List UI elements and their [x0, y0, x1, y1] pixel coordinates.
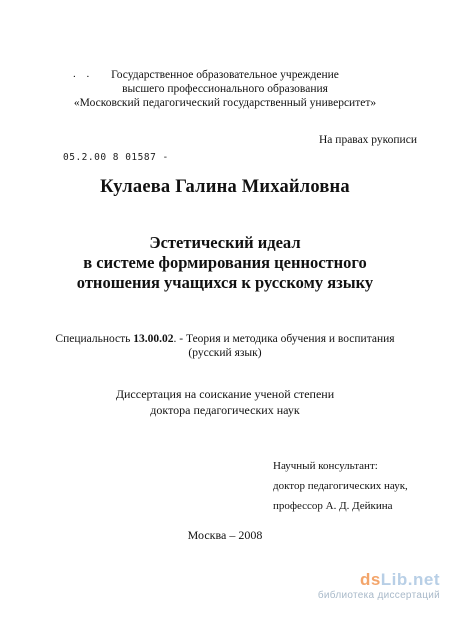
- watermark-subtitle: библиотека диссертаций: [317, 590, 440, 601]
- speciality-line-2: (русский язык): [188, 347, 262, 359]
- degree-line-1: Диссертация на соискание ученой степени: [115, 387, 335, 401]
- corner-marks: . .: [73, 68, 94, 80]
- speciality-block: [0, 332, 450, 360]
- degree-block: [0, 386, 450, 418]
- archive-number: 05.2.00 8 01587 -: [63, 152, 169, 163]
- consultant-role: Научный консультант:: [273, 460, 378, 472]
- consultant-degree: доктор педагогических наук,: [273, 480, 408, 492]
- scientific-consultant: [273, 456, 408, 516]
- speciality-line-1: [0, 332, 450, 346]
- speciality-prefix: Специальность: [55, 333, 134, 345]
- title-line-3: отношения учащихся к русскому языку: [76, 273, 374, 292]
- institution-line-2: высшего профессионального образования: [122, 83, 328, 95]
- institution-line-3: «Московский педагогический государственный университет»: [73, 97, 377, 109]
- title-line-1: Эстетический идеал: [149, 233, 301, 252]
- speciality-suffix: . - Теория и методика обучения и воспитания: [173, 333, 395, 345]
- degree-line-2: доктора педагогических наук: [150, 403, 300, 417]
- dissertation-title: [0, 233, 450, 293]
- speciality-code: 13.00.02: [133, 333, 174, 345]
- logo-lib: Lib.net: [380, 570, 440, 589]
- author-name: Кулаева Галина Михайловна: [100, 177, 350, 197]
- title-line-2: в системе формирования ценностного: [83, 253, 367, 272]
- logo-ds: ds: [359, 570, 381, 589]
- rights-note: На правах рукописи: [319, 134, 417, 146]
- dslib-watermark: [300, 571, 440, 601]
- city-year: Москва – 2008: [187, 528, 263, 542]
- institution-line-1: Государственное образовательное учреждение: [111, 69, 339, 81]
- institution-header: [0, 68, 450, 110]
- dslib-logo: [300, 571, 440, 589]
- consultant-name: профессор А. Д. Дейкина: [273, 500, 393, 512]
